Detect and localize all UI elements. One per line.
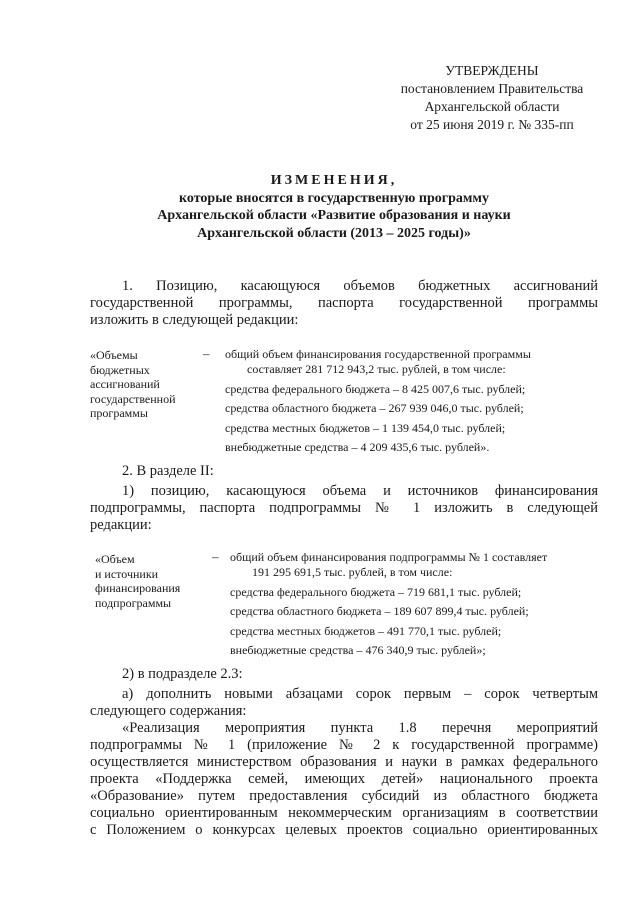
title-line: Архангельской области «Развитие образования и науки [157,208,511,223]
text-line: подпрограммы, паспорта подпрограммы № 1 изложить в следующей [90,500,598,516]
text-line: 1) позицию, касающуюся объема и источников финансирования [122,483,598,499]
value-line: средства областного бюджета – 267 939 046,0 тыс. рублей; [225,401,524,415]
title-main: ИЗМЕНЕНИЯ, [270,173,398,188]
paragraph-1 [90,278,598,329]
value-line: средства федерального бюджета – 719 681,1 тыс. рублей; [230,584,522,599]
value-line: средства местных бюджетов – 491 770,1 тыс. рублей; [230,623,502,638]
label-line: программы [90,406,148,420]
value-line: внебюджетные средства – 4 209 435,6 тыс. рублей». [225,440,490,454]
value-line: составляет 281 712 943,2 тыс. рублей, в том числе: [247,361,506,376]
text-line: социально ориентированным некоммерческим организациям в соответствии [90,805,598,821]
table1-dash: – [203,346,210,361]
text-line: изложить в следующей редакции: [90,312,299,328]
text-line: а) дополнить новыми абзацами сорок первым – сорок четвертым [122,686,598,702]
title-line: Архангельской области (2013 – 2025 годы)» [197,225,471,241]
paragraph-3 [90,686,598,839]
text-line: 1. Позицию, касающуюся объемов бюджетных ассигнований [122,278,598,294]
label-line: «Объемы [90,348,138,362]
text-line: проекта «Поддержка семей, имеющих детей» национального проекта [90,771,598,787]
section-heading: 2. В разделе II: [122,463,214,479]
approval-decree: постановлением Правительства [400,81,584,96]
approval-block [372,62,612,134]
table1-label [90,348,176,421]
text-line: подпрограммы № 1 (приложение № 2 к государственной программе) [90,737,598,753]
table1-values [225,345,531,458]
label-line: государственной [90,391,176,406]
text-line: следующего содержания: [90,703,247,719]
label-line: финансирования [95,581,181,595]
approval-label: УТВЕРЖДЕНЫ [445,63,539,78]
label-line: подпрограммы [95,595,172,610]
text-line: редакции: [90,517,152,533]
text-line: «Образование» путем предоставления субсидий из областного бюджета [90,788,598,804]
value-line: общий объем финансирования подпрограммы № 1 составляет [230,550,548,564]
value-line: внебюджетные средства – 476 340,9 тыс. рублей»; [230,643,486,657]
text-line: осуществляется министерством образования и науки в рамках федерального [90,754,598,770]
text-line: с Положением о конкурсах целевых проектов социально ориентированных [90,822,598,838]
value-line: 191 295 691,5 тыс. рублей, в том числе: [252,564,453,579]
text-line: «Реализация мероприятия пункта 1.8 перечня мероприятий [122,720,598,736]
value-line: средства местных бюджетов – 1 139 454,0 тыс. рублей; [225,420,506,435]
table2-label [95,552,180,610]
table2-values [230,548,547,661]
title-line: которые вносятся в государственную программу [179,190,489,206]
text-line: государственной программы, паспорта государственной программы [90,295,598,311]
value-line: средства федерального бюджета – 8 425 007,6 тыс. рублей; [225,381,526,396]
approval-date: от 25 июня 2019 г. № 335-пп [410,117,574,132]
value-line: средства областного бюджета – 189 607 899,4 тыс. рублей; [230,604,529,618]
document-title [60,172,608,242]
value-line: общий объем финансирования государственной программы [225,347,531,361]
label-line: и источники [95,566,159,581]
approval-region: Архангельской области [424,99,560,114]
table2-dash: – [212,549,219,564]
label-line: «Объем [95,552,135,566]
label-line: бюджетных [90,362,150,377]
subsection-heading: 2) в подразделе 2.3: [122,666,243,682]
label-line: ассигнований [90,377,160,391]
paragraph-2 [90,483,598,534]
